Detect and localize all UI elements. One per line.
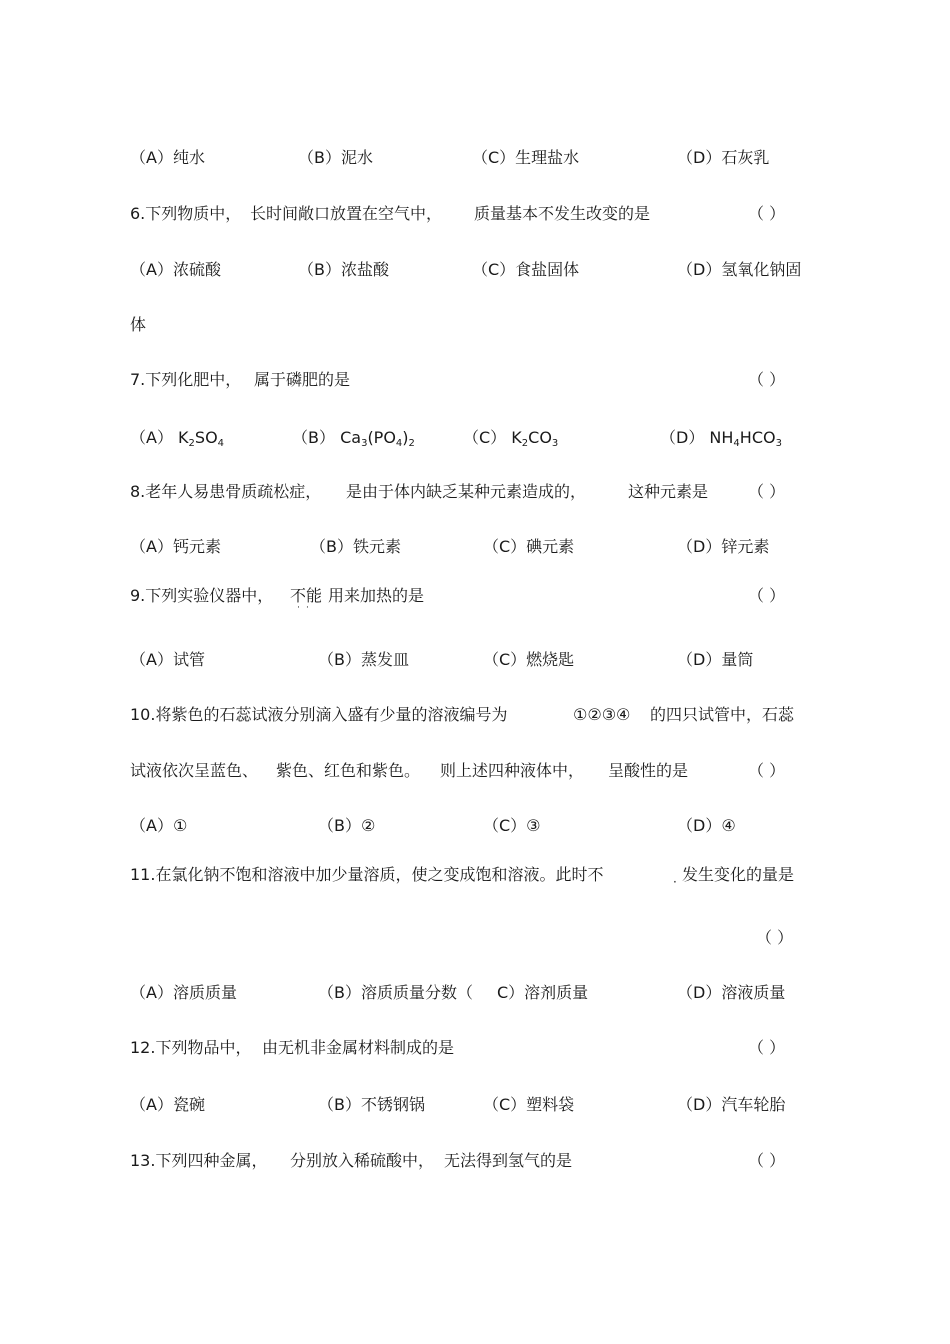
q7-option-c-formula: $K_2CO_3$ — [511, 428, 559, 449]
q10-stem-6: 呈酸性的是 — [608, 761, 689, 780]
q8-option-a: （A）钙元素 — [130, 537, 221, 556]
q7-option-d — [660, 428, 782, 448]
q9-stem-3: 用来加热的是 — [328, 586, 425, 605]
q12-option-c: （C）塑料袋 — [483, 1095, 575, 1114]
q11-option-b: （B）溶质质量分数（ — [318, 983, 473, 1002]
q11-option-d: （D）溶液质量 — [677, 983, 786, 1002]
q10-stem-numbers: ①②③④ — [573, 705, 631, 724]
q12-stem-2: 由无机非金属材料制成的是 — [262, 1038, 455, 1057]
q12-stem-1: 12.下列物品中， — [130, 1038, 252, 1057]
q10-stem-5: 则上述四种液体中， — [440, 761, 585, 780]
q6-option-b: （B）浓盐酸 — [298, 260, 389, 279]
q9-stem-1: 9.下列实验仪器中， — [130, 586, 274, 605]
q10-option-b: （B）② — [318, 816, 376, 835]
q6-stem-1: 6.下列物质中， — [130, 204, 242, 223]
q11-emphasis-dot: · — [673, 875, 677, 889]
q7-option-b-formula: $Ca_3(PO_4)_2$ — [340, 428, 415, 449]
q6-option-d-continuation: 体 — [130, 315, 147, 334]
q13-stem-3: 无法得到氢气的是 — [444, 1151, 573, 1170]
q8-option-b: （B）铁元素 — [310, 537, 401, 556]
q9-option-b: （B）蒸发皿 — [318, 650, 409, 669]
q10-stem-4: 紫色、红色和紫色。 — [276, 761, 421, 780]
q6-stem-2: 长时间敞口放置在空气中， — [250, 204, 443, 223]
q10-stem-1: 10.将紫色的石蕊试液分别滴入盛有少量的溶液编号为 — [130, 705, 508, 724]
q9-option-c: （C）燃烧匙 — [483, 650, 575, 669]
q8-answer-blank: （ ） — [748, 482, 786, 501]
q6-option-a: （A）浓硫酸 — [130, 260, 221, 279]
q5-option-a: （A）纯水 — [130, 148, 205, 167]
q8-stem-1: 8.老年人易患骨质疏松症， — [130, 482, 322, 501]
q12-option-a: （A）瓷碗 — [130, 1095, 205, 1114]
q12-answer-blank: （ ） — [748, 1038, 786, 1057]
q13-stem-1: 13.下列四种金属， — [130, 1151, 268, 1170]
q5-option-d: （D）石灰乳 — [677, 148, 770, 167]
q10-option-a: （A）① — [130, 816, 188, 835]
q8-option-d: （D）锌元素 — [677, 537, 770, 556]
q7-option-b — [292, 428, 415, 448]
q7-stem-2: 属于磷肥的是 — [254, 370, 351, 389]
q10-option-d: （D）④ — [677, 816, 736, 835]
q6-stem-3: 质量基本不发生改变的是 — [474, 204, 651, 223]
q11-stem-2: 发生变化的量是 — [682, 865, 795, 884]
q7-option-a — [130, 428, 224, 448]
q13-answer-blank: （ ） — [748, 1151, 786, 1170]
q6-option-c: （C）食盐固体 — [472, 260, 580, 279]
q6-option-d: （D）氢氧化钠固 — [677, 260, 802, 279]
q11-stem-1: 11.在氯化钠不饱和溶液中加少量溶质，使之变成饱和溶液。此时不 — [130, 865, 604, 884]
q11-option-a: （A）溶质质量 — [130, 983, 237, 1002]
q8-option-c: （C）碘元素 — [483, 537, 575, 556]
q13-stem-2: 分别放入稀硫酸中， — [290, 1151, 435, 1170]
q7-option-a-formula: $K_2SO_4$ — [178, 428, 225, 449]
q7-option-c-label: （C） — [463, 428, 507, 447]
q9-answer-blank: （ ） — [748, 586, 786, 605]
q5-option-c: （C）生理盐水 — [472, 148, 580, 167]
q9-option-a: （A）试管 — [130, 650, 205, 669]
q11-answer-blank: （ ） — [756, 928, 794, 947]
q7-option-a-label: （A） — [130, 428, 173, 447]
q10-option-c: （C）③ — [483, 816, 541, 835]
q7-answer-blank: （ ） — [748, 370, 786, 389]
q12-option-b: （B）不锈钢锅 — [318, 1095, 425, 1114]
q7-option-d-label: （D） — [660, 428, 705, 447]
q6-answer-blank: （ ） — [748, 204, 786, 223]
q12-option-d: （D）汽车轮胎 — [677, 1095, 786, 1114]
q10-stem-2: 的四只试管中，石蕊 — [650, 705, 795, 724]
q10-stem-3: 试液依次呈蓝色、 — [130, 761, 259, 780]
q10-answer-blank: （ ） — [748, 761, 786, 780]
q7-option-c — [463, 428, 558, 448]
q9-emphasis-cannot: 不能 ·· — [290, 586, 323, 613]
q7-stem-1: 7.下列化肥中， — [130, 370, 242, 389]
q9-emphasis-dots: ·· — [297, 603, 315, 613]
q5-option-b: （B）泥水 — [298, 148, 373, 167]
q11-option-c: C）溶剂质量 — [497, 983, 589, 1002]
q9-option-d: （D）量筒 — [677, 650, 754, 669]
q7-option-d-formula: $NH_4HCO_3$ — [709, 428, 782, 449]
q8-stem-3: 这种元素是 — [628, 482, 709, 501]
q7-option-b-label: （B） — [292, 428, 335, 447]
q8-stem-2: 是由于体内缺乏某种元素造成的， — [346, 482, 587, 501]
